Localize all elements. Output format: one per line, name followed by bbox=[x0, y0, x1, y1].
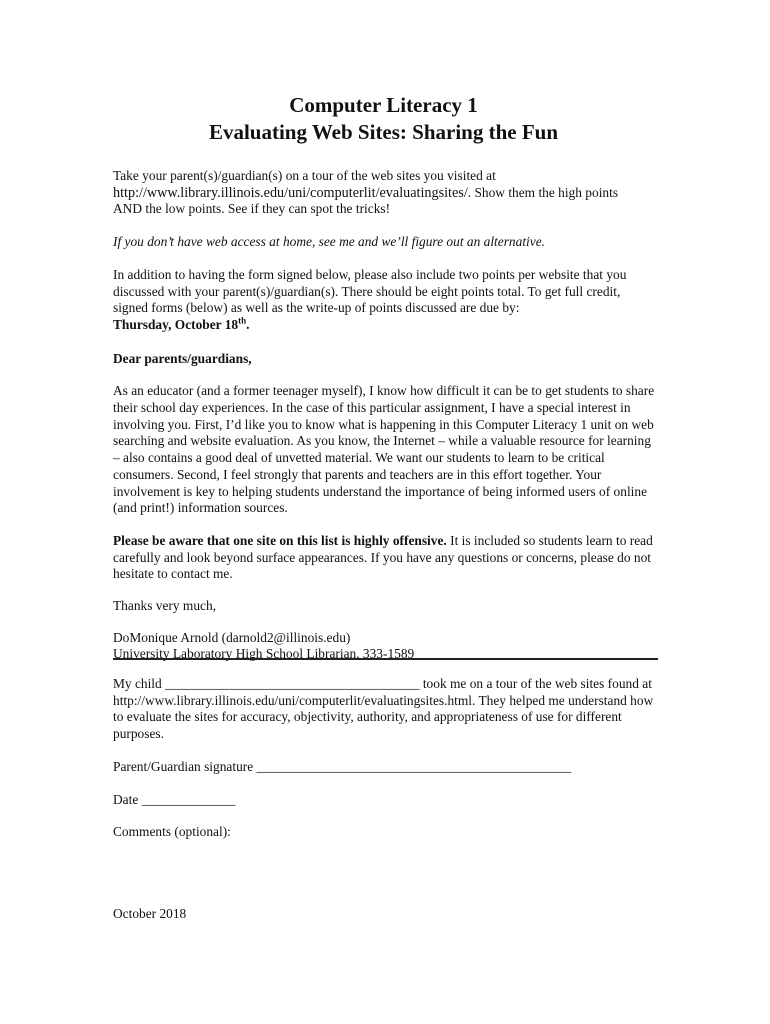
due-date-suffix: th bbox=[238, 315, 247, 326]
letter-page bbox=[113, 92, 658, 663]
intro-line-2: . Show them the high points bbox=[467, 184, 619, 200]
letter-body: As an educator (and a former teenager myself), I know how difficult it can be to get students to share their school day experiences. In the case of this particular assignment, I have a special interest in involving you. First, I’d like you to know what is happening in this Computer Literacy 1 unit on web searching and website evaluation. As you know, the Internet – while a valuable resource for learning – also contains a good deal of unvetted material. We want our students to learn to be critical consumers. Second, I feel strongly that parents and teachers are in this effort together. Your involvement is key to helping students understand the importance of being informed users of online (and print!) information sources. bbox=[113, 383, 655, 516]
assignment-title: Evaluating Web Sites: Sharing the Fun bbox=[208, 120, 559, 144]
warning-bold-text: Please be aware that one site on this list is highly offensive. bbox=[113, 532, 447, 548]
parent-signature-field[interactable]: Parent/Guardian signature _______________________________________________ bbox=[113, 758, 572, 774]
course-title: Computer Literacy 1 bbox=[289, 93, 478, 117]
title-block bbox=[109, 92, 658, 146]
closing: Thanks very much, bbox=[113, 598, 217, 614]
intro-line-3: AND the low points. See if they can spot the tricks! bbox=[113, 201, 391, 217]
evaluating-sites-url[interactable]: http://www.library.illinois.edu/uni/computerlit/evaluatingsites/ bbox=[113, 184, 468, 201]
signer-title: University Laboratory High School Librarian, 333-1589 bbox=[113, 646, 415, 662]
signer-name: DoMonique Arnold (darnold2@illinois.edu) bbox=[113, 629, 351, 645]
intro-line-1: Take your parent(s)/guardian(s) on a tour of the web sites you visited at bbox=[113, 168, 496, 183]
salutation: Dear parents/guardians, bbox=[113, 350, 252, 366]
section-divider bbox=[113, 658, 658, 660]
due-date-period: . bbox=[246, 316, 250, 332]
instructions-text: In addition to having the form signed below, please also include two points per website that you discussed with your parent(s)/guardian(s). There should be eight points total. To get full credit, signed forms (below) as well as the write-up of points discussed are due by: bbox=[113, 266, 627, 316]
warning-paragraph bbox=[113, 533, 658, 583]
web-access-note: If you don’t have web access at home, see me and we’ll figure out an alternative. bbox=[113, 234, 545, 250]
date-field[interactable]: Date ______________ bbox=[113, 791, 236, 807]
comments-label: Comments (optional): bbox=[113, 824, 231, 840]
due-date-text: Thursday, October 18 bbox=[113, 316, 239, 332]
instructions-paragraph bbox=[113, 267, 658, 334]
footer-date: October 2018 bbox=[113, 906, 187, 921]
intro-paragraph bbox=[113, 168, 658, 218]
child-tour-statement[interactable]: My child ______________________________________ took me on a tour of the web sites found at http://www.library.illinois.edu/uni/computerlit/evaluatingsites.html. They helped me understand how to evaluate the sites for accuracy, objectivity, authority, and appropriateness of use for different purposes. bbox=[113, 676, 654, 742]
due-date bbox=[113, 317, 250, 332]
warning-text: It is included so students learn to read carefully and look beyond surface appearances. If you have any questions or concerns, please do not hesitate to contact me. bbox=[113, 532, 653, 582]
signature-form bbox=[113, 676, 658, 841]
